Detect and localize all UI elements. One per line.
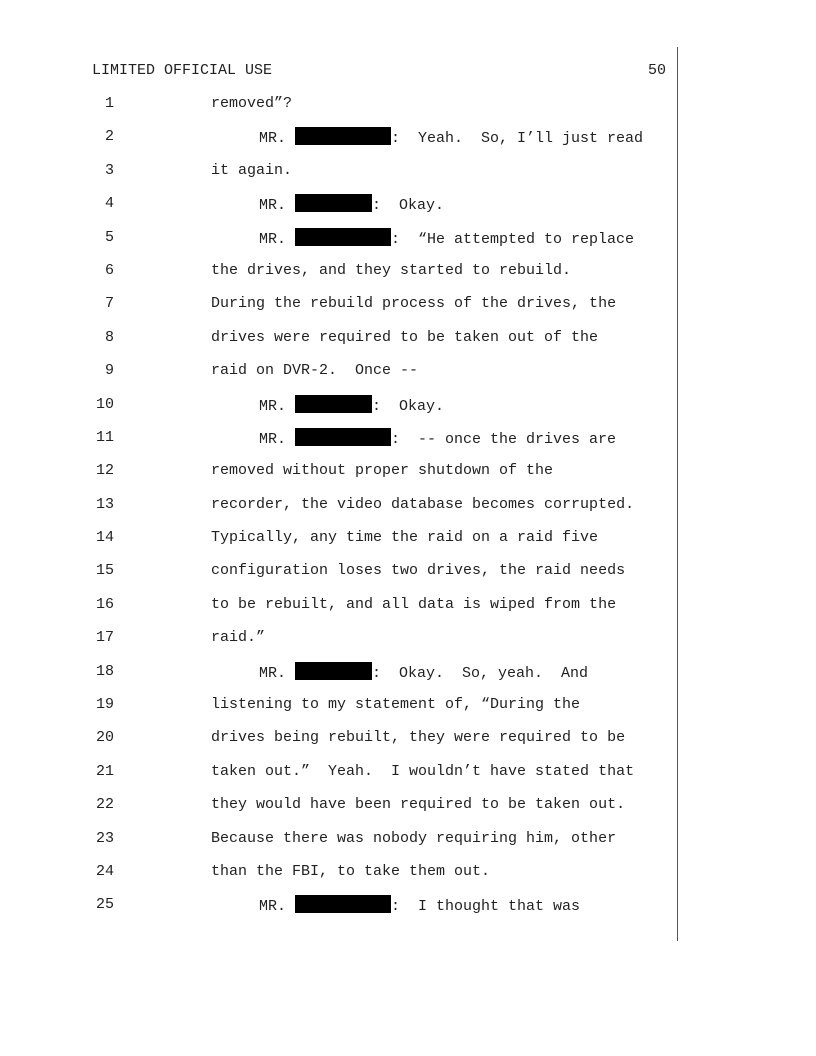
line-number: 17 [95, 629, 114, 647]
line-text-lead: MR. [259, 397, 296, 415]
line-text-trail: : I thought that was [391, 898, 581, 916]
line-text [211, 161, 292, 181]
line-number: 6 [104, 261, 114, 279]
transcript-line [0, 125, 816, 158]
line-number: 19 [95, 696, 114, 714]
line-text-lead: it again. [211, 161, 293, 179]
line-text-lead: Because there was nobody requiring him, other [211, 829, 617, 847]
transcript-line [0, 660, 816, 693]
line-number: 8 [104, 328, 114, 346]
line-text-lead: the drives, and they started to rebuild. [211, 261, 572, 279]
line-text [211, 495, 634, 515]
transcript-line [0, 559, 816, 592]
transcript-line [0, 226, 816, 259]
redacted-name-block [295, 194, 372, 212]
line-text [211, 728, 625, 748]
line-text-lead: removed”? [211, 95, 293, 112]
line-text-lead: listening to my statement of, “During the [211, 696, 581, 714]
line-number: 3 [104, 161, 114, 179]
line-text [211, 328, 598, 348]
line-text [211, 695, 580, 715]
line-text [211, 762, 634, 782]
transcript-line [0, 292, 816, 325]
transcript-line [0, 726, 816, 759]
line-text-lead: MR. [259, 230, 296, 248]
transcript-line [0, 459, 816, 492]
line-text-lead: MR. [259, 130, 296, 148]
line-text-trail: : “He attempted to replace [391, 230, 635, 248]
line-number: 24 [95, 862, 114, 880]
line-text-lead: drives being rebuilt, they were required to be [211, 729, 626, 747]
line-text [211, 361, 418, 381]
line-text-lead: removed without proper shutdown of the [211, 462, 554, 480]
transcript-line [0, 359, 816, 392]
transcript-line [0, 793, 816, 826]
transcript-line [0, 92, 816, 125]
line-text-trail: : Okay. [372, 397, 445, 415]
line-number: 20 [95, 729, 114, 747]
redacted-name-block [295, 395, 372, 413]
line-text-lead: raid on DVR-2. Once -- [211, 362, 419, 380]
line-text [259, 895, 580, 917]
line-number: 2 [104, 128, 114, 146]
line-text [211, 862, 490, 882]
line-text [259, 194, 444, 216]
line-text-lead: Typically, any time the raid on a raid five [211, 529, 599, 547]
transcript-line [0, 526, 816, 559]
redacted-name-block [295, 127, 391, 145]
transcript-line [0, 259, 816, 292]
line-text [211, 795, 625, 815]
line-text-lead: MR. [259, 197, 296, 215]
transcript-line [0, 159, 816, 192]
line-text [211, 261, 571, 281]
line-text-lead: MR. [259, 898, 296, 916]
redacted-name-block [295, 662, 372, 680]
transcript-line [0, 760, 816, 793]
line-text-lead: raid.” [211, 629, 266, 647]
transcript-line [0, 426, 816, 459]
line-number: 9 [104, 362, 114, 380]
line-number: 23 [95, 829, 114, 847]
line-text [259, 662, 588, 684]
transcript-body [0, 92, 816, 927]
page-number: 50 [647, 62, 666, 79]
line-text-trail: : Yeah. So, I’ll just read [391, 130, 644, 148]
line-number: 25 [95, 896, 114, 914]
transcript-line [0, 860, 816, 893]
line-text-lead: to be rebuilt, and all data is wiped from the [211, 595, 617, 613]
line-text-lead: recorder, the video database becomes corrupted. [211, 495, 635, 513]
line-number: 4 [104, 195, 114, 213]
line-text [259, 228, 634, 250]
line-text [211, 461, 553, 481]
transcript-line [0, 593, 816, 626]
redacted-name-block [295, 895, 391, 913]
line-text [211, 94, 292, 114]
line-text-lead: drives were required to be taken out of the [211, 328, 599, 346]
transcript-line [0, 893, 816, 926]
line-number: 13 [95, 495, 114, 513]
line-text [211, 294, 616, 314]
line-text [211, 528, 598, 548]
line-number: 10 [95, 395, 114, 413]
line-text [211, 561, 625, 581]
line-text-lead: than the FBI, to take them out. [211, 862, 491, 880]
line-number: 5 [104, 228, 114, 246]
transcript-line [0, 626, 816, 659]
line-number: 15 [95, 562, 114, 580]
line-number: 14 [95, 529, 114, 547]
line-number: 1 [104, 95, 114, 112]
redacted-name-block [295, 228, 391, 246]
line-number: 7 [104, 295, 114, 313]
line-text-trail: : Okay. [372, 197, 445, 215]
line-text-lead: MR. [259, 430, 296, 448]
line-number: 22 [95, 796, 114, 814]
line-text-lead: During the rebuild process of the drives, the [211, 295, 617, 313]
line-text-trail: : -- once the drives are [391, 430, 617, 448]
transcript-line [0, 192, 816, 225]
line-text [211, 595, 616, 615]
redacted-name-block [295, 428, 391, 446]
line-text [259, 395, 444, 417]
transcript-line [0, 693, 816, 726]
line-text-lead: configuration loses two drives, the raid needs [211, 562, 626, 580]
line-number: 21 [95, 762, 114, 780]
line-text [211, 628, 265, 648]
line-text [259, 127, 643, 149]
transcript-line [0, 393, 816, 426]
line-text-lead: MR. [259, 664, 296, 682]
line-text-trail: : Okay. So, yeah. And [372, 664, 589, 682]
classification-header: LIMITED OFFICIAL USE [92, 62, 273, 79]
line-text [211, 829, 616, 849]
line-text [259, 428, 616, 450]
line-text-lead: taken out.” Yeah. I wouldn’t have stated that [211, 762, 635, 780]
line-number: 18 [95, 662, 114, 680]
transcript-line [0, 493, 816, 526]
line-number: 16 [95, 595, 114, 613]
transcript-line [0, 326, 816, 359]
line-number: 11 [95, 428, 114, 446]
line-number: 12 [95, 462, 114, 480]
line-text-lead: they would have been required to be taken out. [211, 796, 626, 814]
transcript-line [0, 827, 816, 860]
